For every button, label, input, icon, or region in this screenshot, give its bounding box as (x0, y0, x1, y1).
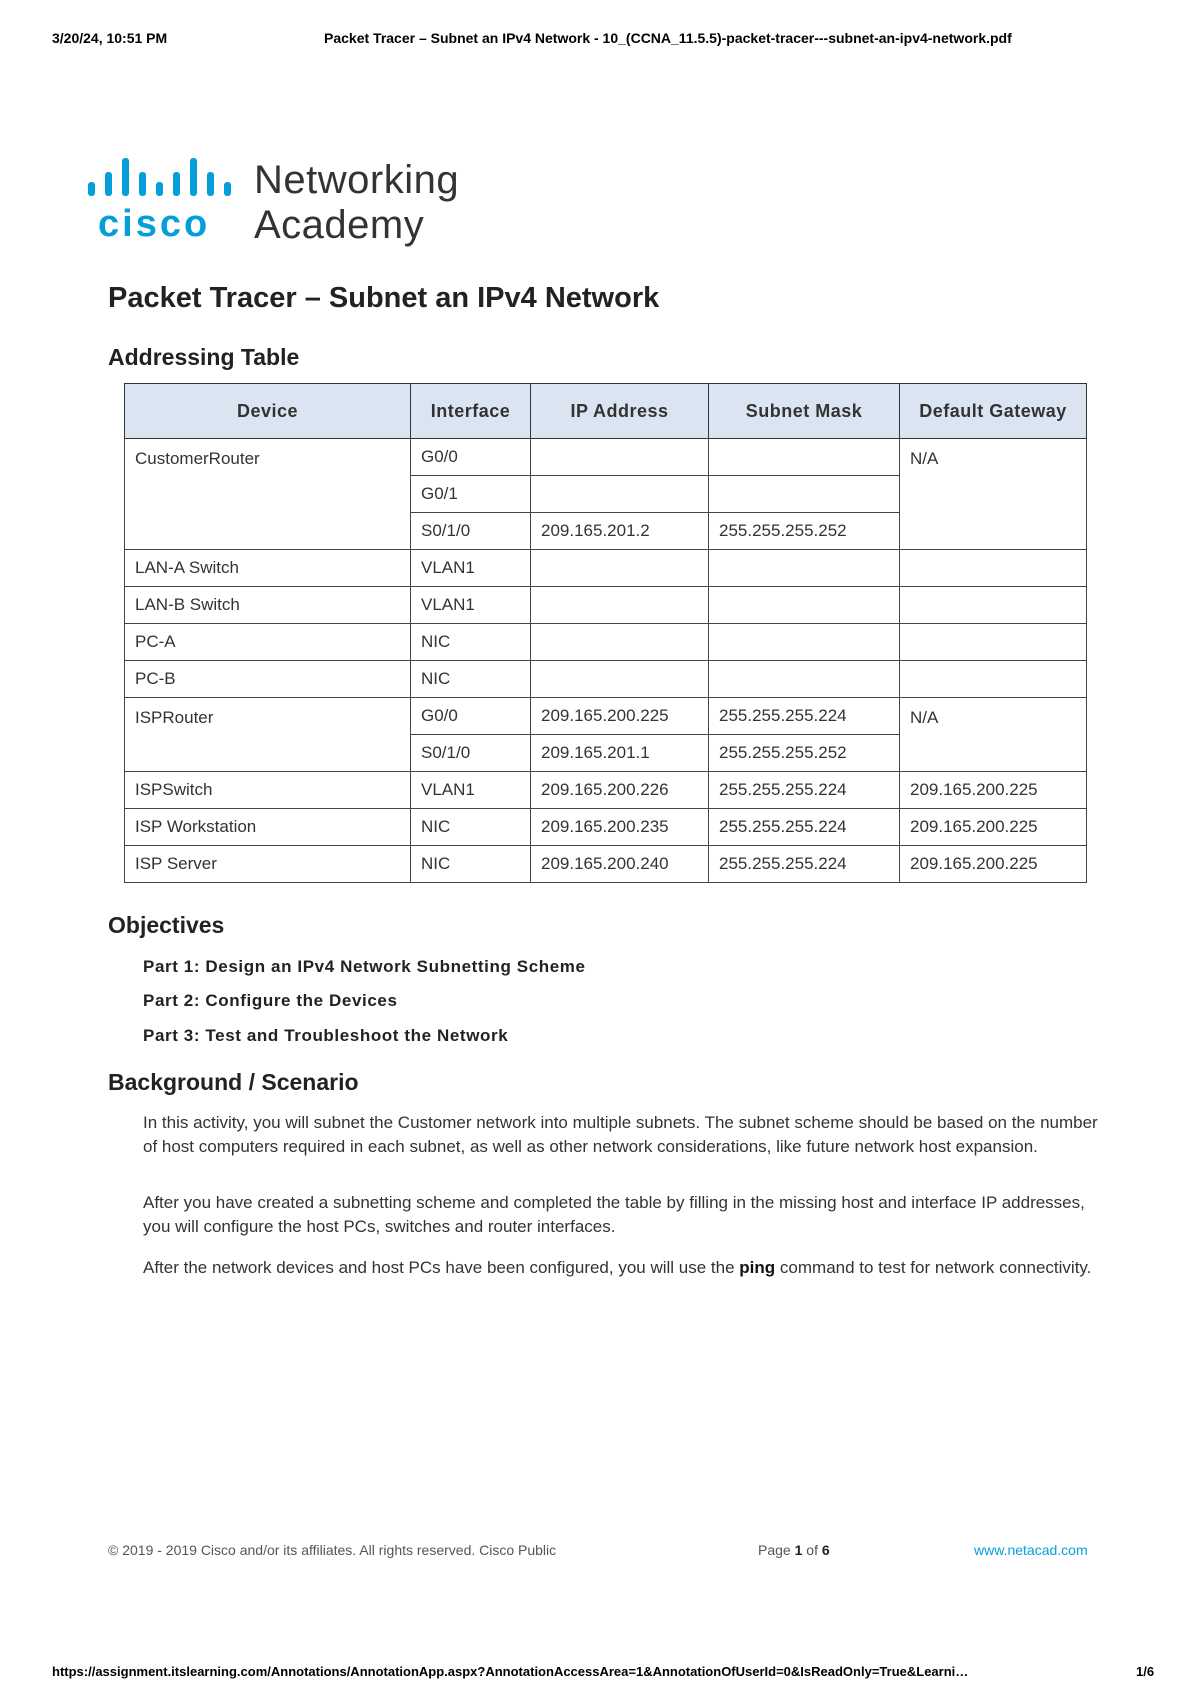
header-interface: Interface (411, 384, 531, 439)
cell-interface: NIC (411, 661, 531, 698)
table-row (125, 550, 1087, 587)
cell-ip-address: 209.165.200.235 (531, 809, 709, 846)
cell-device: CustomerRouter (125, 439, 411, 550)
cell-subnet-mask: 255.255.255.224 (709, 698, 900, 735)
page-of: of (802, 1542, 822, 1558)
netacad-link[interactable]: www.netacad.com (974, 1542, 1088, 1558)
cell-ip-address (531, 476, 709, 513)
cell-interface: VLAN1 (411, 772, 531, 809)
cell-ip-address (531, 661, 709, 698)
cell-device: ISPRouter (125, 698, 411, 772)
cell-ip-address: 209.165.200.240 (531, 846, 709, 883)
cell-interface: S0/1/0 (411, 513, 531, 550)
cell-default-gateway (900, 587, 1087, 624)
cell-ip-address: 209.165.201.2 (531, 513, 709, 550)
cell-default-gateway (900, 661, 1087, 698)
cell-subnet-mask (709, 624, 900, 661)
cisco-networking-academy-logo (84, 152, 504, 252)
ping-command: ping (739, 1258, 776, 1277)
addressing-table-heading: Addressing Table (108, 344, 300, 370)
page-total: 6 (821, 1542, 830, 1558)
copyright: © 2019 - 2019 Cisco and/or its affiliates. All rights reserved. Cisco Public (108, 1542, 557, 1558)
cell-ip-address: 209.165.200.225 (531, 698, 709, 735)
page-indicator (758, 1542, 830, 1558)
background-paragraph (143, 1256, 1103, 1280)
cell-device: LAN-A Switch (125, 550, 411, 587)
addressing-table (124, 383, 1087, 883)
cell-interface: G0/0 (411, 439, 531, 476)
cell-subnet-mask (709, 476, 900, 513)
cell-default-gateway (900, 550, 1087, 587)
logo-cisco-wordmark: cisco (98, 203, 211, 245)
header-default-gateway: Default Gateway (900, 384, 1087, 439)
cell-device: ISPSwitch (125, 772, 411, 809)
table-row (125, 772, 1087, 809)
table-row (125, 587, 1087, 624)
cell-device: PC-B (125, 661, 411, 698)
table-header-row (125, 384, 1087, 439)
table-row (125, 809, 1087, 846)
background-paragraph-text: command to test for network connectivity. (775, 1258, 1092, 1277)
cell-subnet-mask (709, 550, 900, 587)
cell-interface: S0/1/0 (411, 735, 531, 772)
table-row (125, 846, 1087, 883)
cell-default-gateway: 209.165.200.225 (900, 809, 1087, 846)
cell-interface: G0/0 (411, 698, 531, 735)
cell-subnet-mask: 255.255.255.224 (709, 846, 900, 883)
cell-subnet-mask (709, 439, 900, 476)
table-row (125, 698, 1087, 735)
table-row (125, 439, 1087, 476)
cell-device: ISP Workstation (125, 809, 411, 846)
page-current: 1 (794, 1542, 803, 1558)
cell-default-gateway: 209.165.200.225 (900, 772, 1087, 809)
logo-academy-text: Academy (254, 203, 425, 247)
cell-ip-address (531, 587, 709, 624)
objective-item: Part 1: Design an IPv4 Network Subnetting Scheme (143, 957, 586, 976)
print-footer-page: 1/6 (1136, 1664, 1155, 1679)
cell-device: PC-A (125, 624, 411, 661)
header-subnet-mask: Subnet Mask (709, 384, 900, 439)
cell-ip-address (531, 550, 709, 587)
background-scenario-heading: Background / Scenario (108, 1069, 359, 1095)
page-title: Packet Tracer – Subnet an IPv4 Network (108, 282, 660, 314)
background-paragraph-text: After the network devices and host PCs have been configured, you will use the (143, 1258, 740, 1277)
table-row (125, 661, 1087, 698)
cisco-bars-icon (84, 152, 234, 202)
cell-subnet-mask: 255.255.255.252 (709, 513, 900, 550)
page-prefix: Page (758, 1542, 795, 1558)
cell-default-gateway: 209.165.200.225 (900, 846, 1087, 883)
objective-item: Part 3: Test and Troubleshoot the Network (143, 1026, 509, 1045)
header-ip-address: IP Address (531, 384, 709, 439)
cell-subnet-mask: 255.255.255.224 (709, 772, 900, 809)
cell-ip-address: 209.165.200.226 (531, 772, 709, 809)
cell-subnet-mask (709, 587, 900, 624)
background-paragraph: In this activity, you will subnet the Customer network into multiple subnets. The subnet scheme should be based on the number of host computers required in each subnet, as well as other network considerations, like future network host expansion. (143, 1113, 1098, 1156)
cell-device: ISP Server (125, 846, 411, 883)
cell-interface: NIC (411, 624, 531, 661)
cell-interface: VLAN1 (411, 550, 531, 587)
cell-ip-address (531, 624, 709, 661)
cell-interface: NIC (411, 809, 531, 846)
print-footer-url: https://assignment.itslearning.com/Annotations/AnnotationApp.aspx?AnnotationAccessArea=1&AnnotationOfUserId=0&IsReadOnly=True&Learni… (52, 1664, 969, 1679)
print-date: 3/20/24, 10:51 PM (52, 30, 168, 46)
cell-default-gateway: N/A (900, 698, 1087, 772)
cell-interface: VLAN1 (411, 587, 531, 624)
header-device: Device (125, 384, 411, 439)
logo-networking-text: Networking (254, 158, 460, 202)
print-document-title: Packet Tracer – Subnet an IPv4 Network - 10_(CCNA_11.5.5)-packet-tracer---subnet-an-ipv4-network.pdf (324, 30, 1012, 46)
cell-device: LAN-B Switch (125, 587, 411, 624)
cell-default-gateway (900, 624, 1087, 661)
cell-default-gateway: N/A (900, 439, 1087, 550)
table-row (125, 624, 1087, 661)
print-header (52, 30, 1148, 50)
cell-subnet-mask: 255.255.255.224 (709, 809, 900, 846)
cell-subnet-mask: 255.255.255.252 (709, 735, 900, 772)
background-paragraph: After you have created a subnetting scheme and completed the table by filling in the missing host and interface IP addresses, you will configure the host PCs, switches and router interfaces. (143, 1193, 1085, 1236)
objective-item: Part 2: Configure the Devices (143, 991, 398, 1010)
cell-interface: NIC (411, 846, 531, 883)
objectives-heading: Objectives (108, 912, 225, 938)
cell-interface: G0/1 (411, 476, 531, 513)
cell-ip-address (531, 439, 709, 476)
cell-subnet-mask (709, 661, 900, 698)
cell-ip-address: 209.165.201.1 (531, 735, 709, 772)
